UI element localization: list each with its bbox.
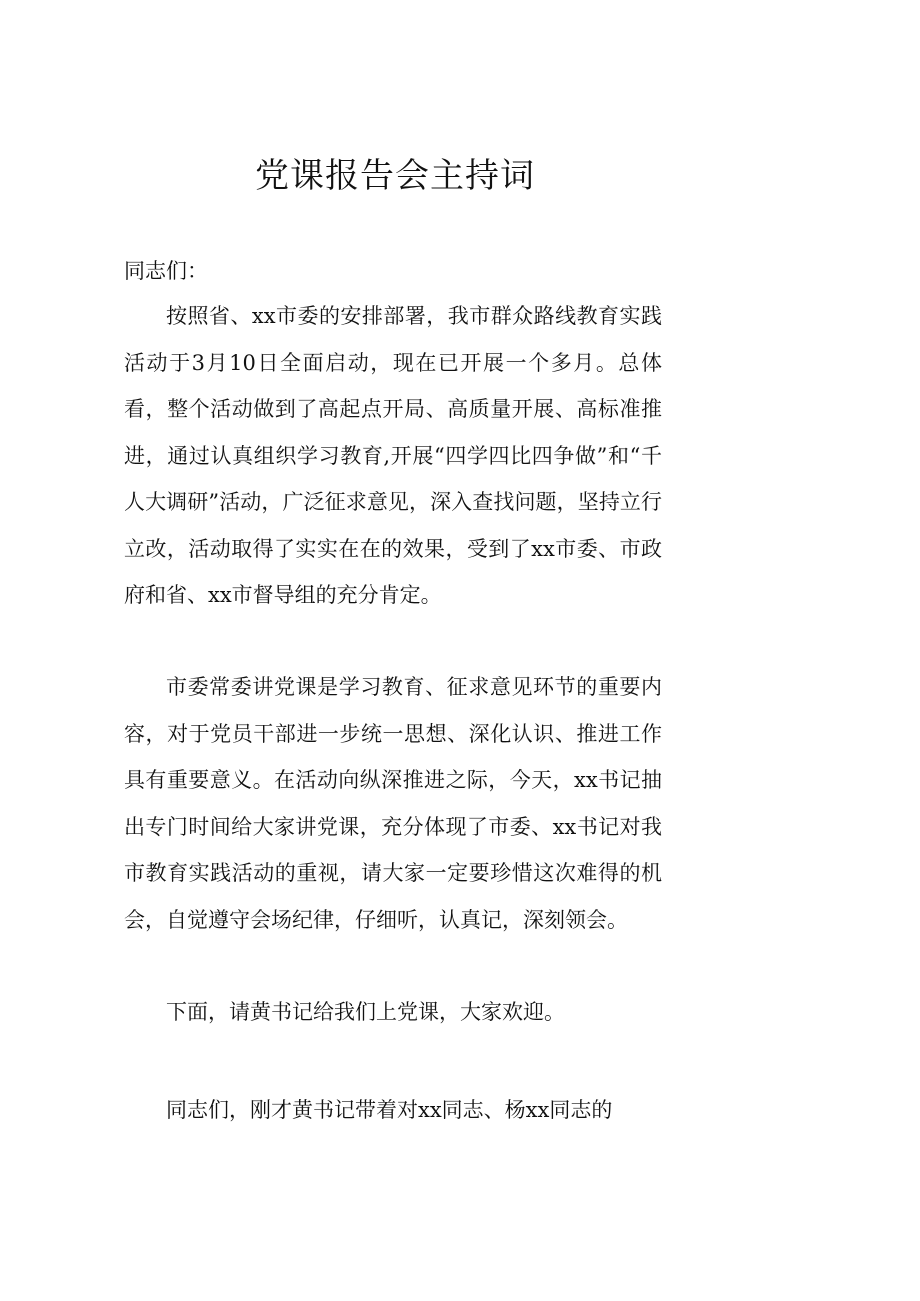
paragraph-invitation: 下面，请黄书记给我们上党课，大家欢迎。 bbox=[166, 1000, 565, 1024]
paragraph-arrangement: 按照省、xx市委的安排部署，我市群众路线教育实践活动于3月10日全面启动，现在已开展一个多月。总体看，整个活动做到了高起点开局、高质量开展、高标准推进，通过认真组织学习教育,开展“四学四比四争做”和“千人大调研”活动，广泛征求意见，深入查找问题，坚持立行立改，活动取得了实实在在的效果，受到了xx市委、市政府和省、xx市督导组的充分肯定。 bbox=[124, 304, 662, 607]
paragraph-closing: 同志们，刚才黄书记带着对xx同志、杨xx同志的 bbox=[166, 1098, 613, 1122]
paragraph-significance: 市委常委讲党课是学习教育、征求意见环节的重要内容，对于党员干部进一步统一思想、深化认识、推进工作具有重要意义。在活动向纵深推进之际，今天，xx书记抽出专门时间给大家讲党课，充分体现了市委、xx书记对我市教育实践活动的重视，请大家一定要珍惜这次难得的机会，自觉遵守会场纪律，仔细听，认真记，深刻领会。 bbox=[124, 675, 662, 932]
document-title: 党课报告会主持词 bbox=[255, 156, 535, 196]
salutation: 同志们： bbox=[124, 259, 208, 283]
